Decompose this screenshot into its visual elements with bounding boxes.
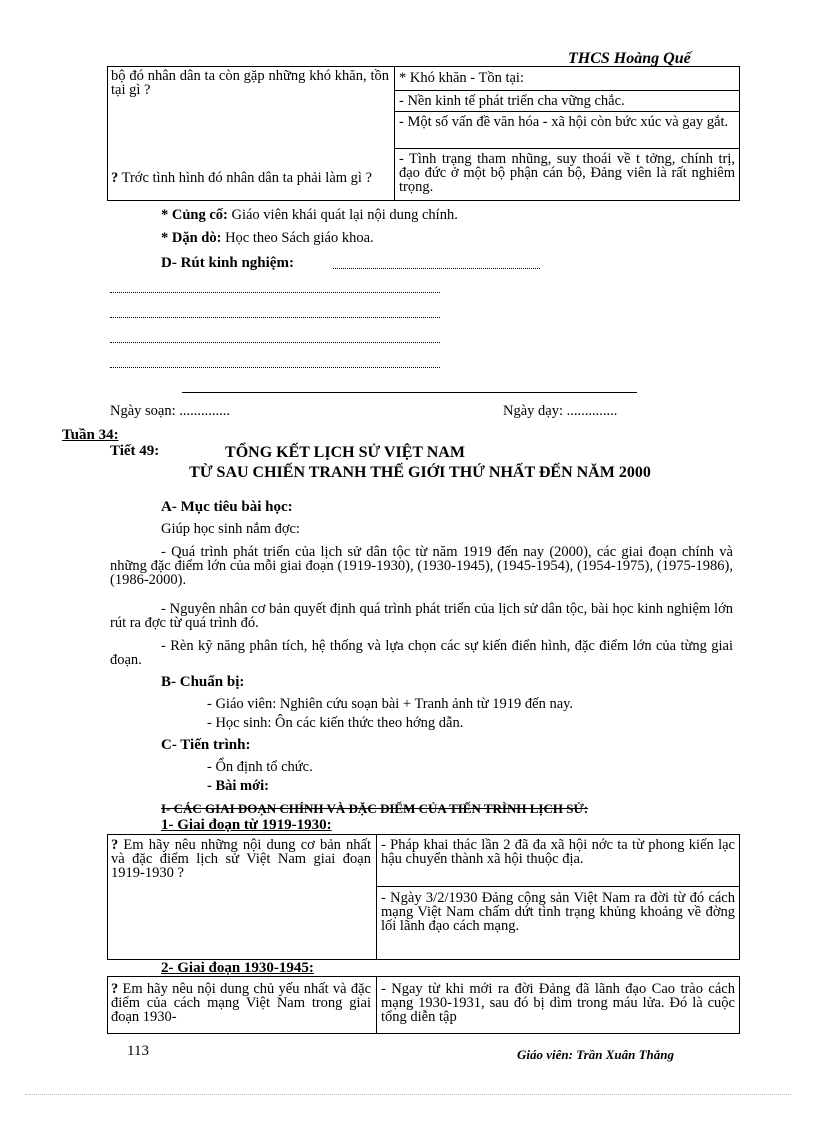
lesson-title-2: TỪ SAU CHIẾN TRANH THẾ GIỚI THỨ NHẤT ĐẾN NĂM 2000 <box>189 464 651 481</box>
question-text: Trớc tình hình đó nhân dân ta phải làm gì ? <box>121 170 372 186</box>
objective-1: - Quá trình phát triển của lịch sử dân tộc từ năm 1919 đến nay (2000), các giai đoạn chính và những đặc điểm lớn của mỗi giai đoạn (1919-1930), (1930-1945), (1945-1954), (1954-1975), (1975-1986), (1986-2000). <box>110 544 733 588</box>
step-organize: - Ổn định tổ chức. <box>207 759 313 775</box>
lessons-dots <box>110 316 440 318</box>
school-name: THCS Hoàng Quế <box>568 50 691 67</box>
period1-row-line <box>376 886 740 887</box>
lessons-dots <box>110 366 440 368</box>
question-text: Em hãy nêu những nội dung cơ bản nhất và đặc điểm lịch sử Việt Nam giai đoạn 1919-1930 ? <box>111 837 371 881</box>
top-table-answer-3: - Một số vấn đề văn hóa - xã hội còn bức xúc và gay gắt. <box>399 114 729 130</box>
lessons-dots <box>333 267 540 269</box>
period2-heading: 2- Giai đoạn 1930-1945: <box>161 960 314 976</box>
top-table-row-line <box>394 148 740 149</box>
question-mark: ? <box>111 837 119 853</box>
section-c-heading: C- Tiến trình: <box>161 737 251 753</box>
page-number: 113 <box>127 1043 149 1059</box>
lessons-dots <box>110 291 440 293</box>
section-b-heading: B- Chuẩn bị: <box>161 674 245 690</box>
prep-date: Ngày soạn: .............. <box>110 403 231 419</box>
top-table-row-line <box>394 90 740 91</box>
page-bottom-border <box>25 1094 791 1095</box>
section-divider <box>182 392 637 393</box>
objective-3: - Rèn kỹ năng phân tích, hệ thống và lựa chọn các sự kiến điển hình, đặc điểm lớn của từng giai đoạn. <box>110 638 733 668</box>
question-mark: ? <box>111 981 119 997</box>
top-table-divider <box>394 66 395 201</box>
homework-line <box>161 231 374 246</box>
period1-heading: 1- Giai đoạn từ 1919-1930: <box>161 817 332 833</box>
week-label: Tuần 34: <box>62 427 119 443</box>
top-table-row-line <box>394 111 740 112</box>
top-table-question-1: bộ đó nhân dân ta còn gặp những khó khăn, tồn tại gì ? <box>111 68 389 98</box>
top-table-question-2 <box>111 171 389 185</box>
question-text: Em hãy nêu nội dung chủ yếu nhất và đặc điểm của cách mạng Việt Nam trong giai đoạn 1930- <box>111 981 372 1025</box>
homework-text: Học theo Sách giáo khoa. <box>225 230 374 246</box>
part-i-heading: I- CÁC GIAI ĐOẠN CHÍNH VÀ ĐẶC ĐIỂM CỦA TIẾN TRÌNH LỊCH SỬ: <box>161 801 589 816</box>
prep-student: - Học sinh: Ôn các kiến thức theo hớng dẫn. <box>207 715 464 731</box>
period1-question <box>111 838 371 880</box>
teacher-name: Giáo viên: Trần Xuân Thắng <box>517 1047 674 1062</box>
step-new-lesson: - Bài mới: <box>207 778 269 794</box>
lessons-learned-label: D- Rút kinh nghiệm: <box>161 255 294 271</box>
lessons-dots <box>110 341 440 343</box>
top-table-answer-4: - Tình trạng tham nhũng, suy thoái về t tởng, chính trị, đạo đức ở một bộ phận cán bộ, Đảng viên là rất nghiêm trọng. <box>399 151 735 195</box>
prep-teacher: - Giáo viên: Nghiên cứu soạn bài + Tranh ảnh từ 1919 đến nay. <box>207 696 574 712</box>
period1-answer-1: - Pháp khai thác lần 2 đã đa xã hội nớc ta từ phong kiến lạc hậu chuyển thành xã hội thuộc địa. <box>381 837 735 867</box>
consolidation-label: * Củng cố: <box>161 207 228 223</box>
section-a-heading: A- Mục tiêu bài học: <box>161 499 293 515</box>
teach-date: Ngày dạy: .............. <box>503 403 618 419</box>
period1-table-divider <box>376 834 377 960</box>
period-label: Tiết 49: <box>110 443 160 459</box>
top-table-answer-2: - Nền kinh tế phát triển cha vững chắc. <box>399 93 625 109</box>
question-mark: ? <box>111 170 119 186</box>
period2-answer-1: - Ngay từ khi mới ra đời Đảng đã lãnh đạo Cao trào cách mạng 1930-1931, sau đó bị dìm trong máu lửa. Đó là cuộc tổng diễn tập <box>381 981 735 1025</box>
consolidation-line <box>161 208 458 223</box>
section-a-intro: Giúp học sinh nắm đợc: <box>161 521 300 537</box>
homework-label: * Dặn dò: <box>161 230 222 246</box>
lesson-title-1: TỔNG KẾT LỊCH SỬ VIỆT NAM <box>225 444 465 461</box>
period2-table-divider <box>376 976 377 1034</box>
top-table-answer-1: * Khó khăn - Tồn tại: <box>399 70 524 86</box>
objective-2: - Nguyên nhân cơ bản quyết định quá trình phát triển của lịch sử dân tộc, bài học kinh nghiệm lớn rút ra đợc từ quá trình đó. <box>110 601 733 631</box>
period2-question <box>111 982 371 1024</box>
period1-answer-2: - Ngày 3/2/1930 Đảng cộng sản Việt Nam ra đời từ đó cách mạng Việt Nam chấm dứt tình trạng khủng khoảng về đờng lối lãnh đạo cách mạng. <box>381 890 735 934</box>
consolidation-text: Giáo viên khái quát lại nội dung chính. <box>231 207 458 223</box>
